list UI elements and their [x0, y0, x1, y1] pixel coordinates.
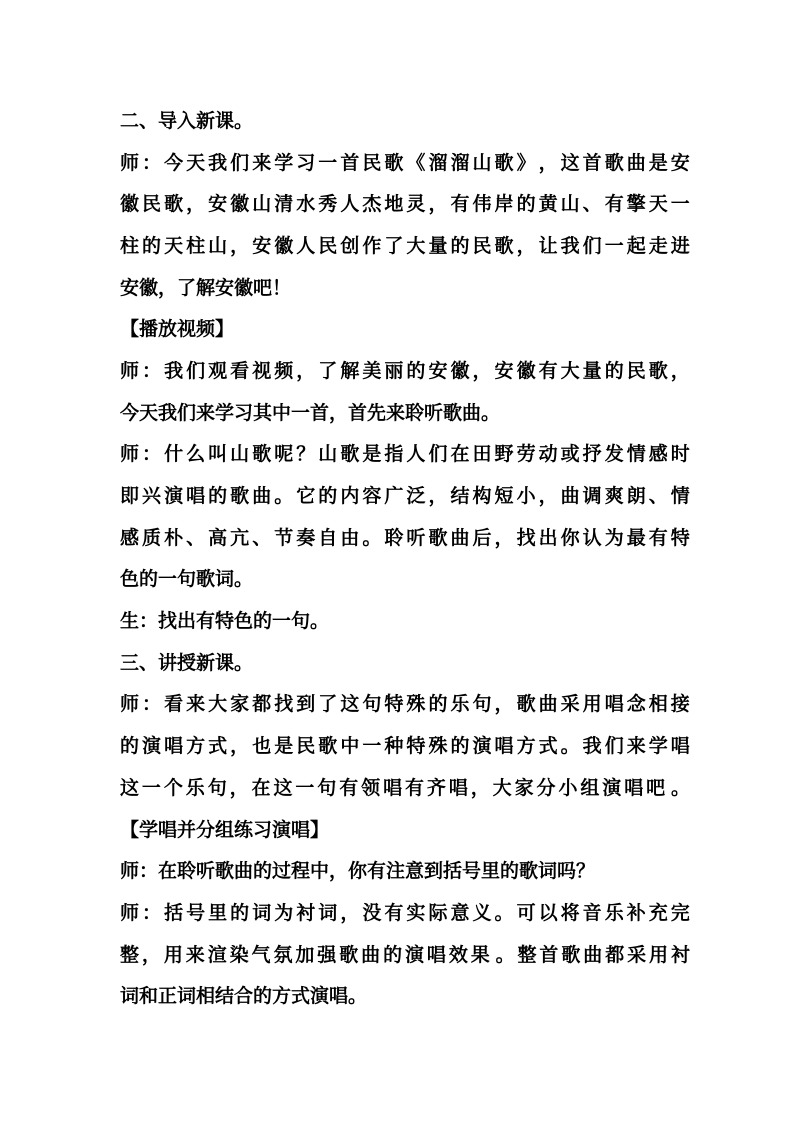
- paragraph-line: 今天我们来学习其中一首，首先来聆听歌曲。: [120, 401, 501, 424]
- paragraph-line: 感 质 朴 、 高 亢 、 节 奏 自 由 。 聆 听 歌 曲 后 ， 找 出 你 认 为 最 有 特: [120, 526, 690, 549]
- paragraph-line: 徽 民 歌 ， 安 徽 山 清 水 秀 人 杰 地 灵 ， 有 伟 岸 的 黄 山 、 有 擎 天 一: [120, 193, 690, 216]
- paragraph-line: 即 兴 演 唱 的 歌 曲 。 它 的 内 容 广 泛 ， 结 构 短 小 ， 曲 调 爽 朗 、 情: [120, 485, 690, 508]
- heading-new-lesson: 三、讲授新课。: [120, 651, 254, 674]
- paragraph-line: 师 ： 我 们 观 看 视 频 ， 了 解 美 丽 的 安 徽 ， 安 徽 有 大 量 的 民 歌 ，: [120, 359, 690, 382]
- paragraph-line: 师 ： 看 来 大 家 都 找 到 了 这 句 特 殊 的 乐 句 ， 歌 曲 采 用 唱 念 相 接: [120, 693, 690, 716]
- paragraph-line: 整 ， 用 来 渲 染 气 氛 加 强 歌 曲 的 演 唱 效 果 。 整 首 歌 曲 都 采 用 衬: [120, 943, 690, 966]
- paragraph-line: 师 ： 括 号 里 的 词 为 衬 词 ， 没 有 实 际 意 义 。 可 以 将 音 乐 补 充 完: [120, 901, 690, 924]
- paragraph-line: 的 演 唱 方 式 ， 也 是 民 歌 中 一 种 特 殊 的 演 唱 方 式 。 我 们 来 学 唱: [120, 735, 690, 758]
- section-label-group-practice: 【学唱并分组练习演唱】: [120, 818, 330, 841]
- paragraph-line: 词和正词相结合的方式演唱。: [120, 985, 368, 1008]
- paragraph-line: 色的一句歌词。: [120, 568, 254, 591]
- paragraph-line: 这 一 个 乐 句 ， 在 这 一 句 有 领 唱 有 齐 唱 ， 大 家 分 小 组 演 唱 吧 。: [120, 776, 690, 799]
- paragraph-line: 师 ： 什 么 叫 山 歌 呢 ？ 山 歌 是 指 人 们 在 田 野 劳 动 或 抒 发 情 感 时: [120, 443, 690, 466]
- paragraph-line: 柱 的 天 柱 山 ， 安 徽 人 民 创 作 了 大 量 的 民 歌 ， 让 我 们 一 起 走 进: [120, 234, 690, 257]
- paragraph-line: 师 ： 今 天 我 们 来 学 习 一 首 民 歌 《 溜 溜 山 歌 》 ， 这 首 歌 曲 是 安: [120, 151, 690, 174]
- paragraph-line: 生：找出有特色的一句。: [120, 610, 330, 633]
- paragraph-line: 师：在聆听歌曲的过程中，你有注意到括号里的歌词吗？: [120, 860, 596, 883]
- heading-lead-in: 二、导入新课。: [120, 109, 254, 132]
- section-label-play-video: 【播放视频】: [120, 318, 235, 341]
- document-page: [120, 100, 690, 1017]
- paragraph-line: 安徽，了解安徽吧！: [120, 276, 292, 299]
